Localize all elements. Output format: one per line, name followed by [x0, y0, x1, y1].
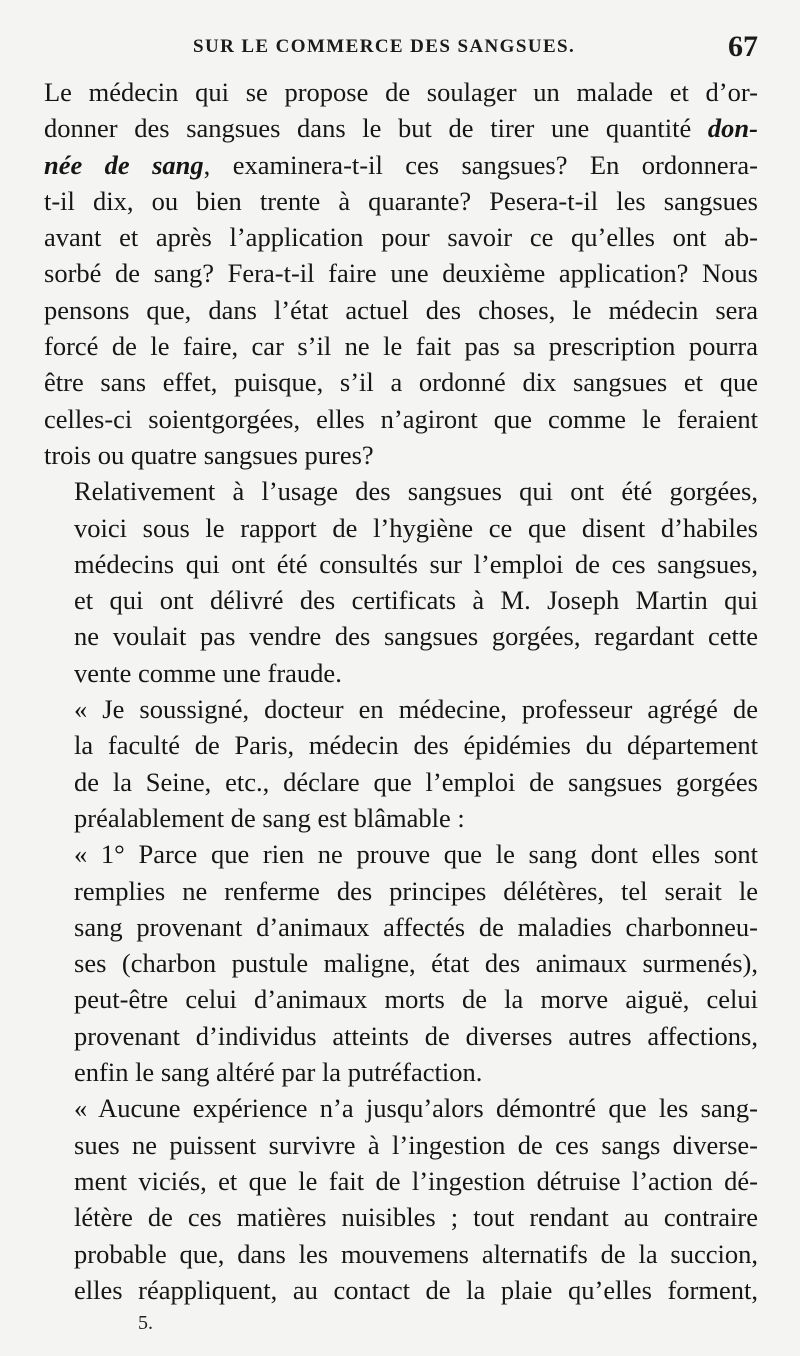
- text-line: enfin le sang altéré par la putréfaction.: [74, 1057, 483, 1088]
- page-body: [44, 74, 758, 1308]
- text-line: avant et après l’application pour savoir ce qu’elles ont ab-: [44, 222, 758, 253]
- paragraph-4: [44, 836, 758, 1090]
- text-line: ment viciés, et que le fait de l’ingestion détruise l’action dé-: [74, 1165, 758, 1196]
- text-line: de la Seine, etc., déclare que l’emploi de sangsues gorgées: [74, 766, 758, 797]
- text-line: trois ou quatre sangsues pures?: [44, 439, 374, 470]
- text-line: Relativement à l’usage des sangsues qui ont été gorgées,: [74, 476, 758, 507]
- text-line: peut-être celui d’animaux morts de la morve aiguë, celui: [74, 984, 758, 1015]
- text-line: et qui ont délivré des certificats à M. Joseph Martin qui: [74, 585, 758, 616]
- text-line: celles-ci soientgorgées, elles n’agiront que comme le feraient: [44, 403, 758, 434]
- text-fragment: donner des sangsues dans le but de tirer une quantité: [44, 113, 708, 144]
- text-line: elles réappliquent, au contact de la plaie qu’elles forment,: [74, 1274, 758, 1305]
- text-line: forcé de le faire, car s’il ne le fait pas sa prescription pourra: [44, 331, 758, 362]
- running-title: SUR LE COMMERCE DES SANGSUES.: [193, 36, 576, 57]
- text-line: [44, 110, 758, 146]
- text-line: préalablement de sang est blâmable :: [74, 802, 465, 833]
- page-header: [38, 30, 762, 70]
- italic-fragment: don-: [707, 113, 758, 144]
- text-fragment: , examinera-t-il ces sangsues? En ordonnera-: [203, 149, 758, 180]
- text-line: sorbé de sang? Fera-t-il faire une deuxième application? Nous: [44, 258, 758, 289]
- text-line: ses (charbon pustule maligne, état des animaux surmenés),: [74, 948, 758, 979]
- text-line: ne voulait pas vendre des sangsues gorgées, regardant cette: [74, 621, 758, 652]
- text-line: « 1° Parce que rien ne prouve que le sang dont elles sont: [74, 839, 758, 870]
- text-line: « Je soussigné, docteur en médecine, professeur agrégé de: [74, 694, 758, 725]
- italic-fragment: née de sang: [44, 149, 204, 180]
- text-line: sues ne puissent survivre à l’ingestion de ces sangs diverse-: [74, 1129, 758, 1160]
- paragraph-3: [44, 691, 758, 836]
- paragraph-2: [44, 473, 758, 691]
- text-line: sang provenant d’animaux affectés de maladies charbonneu-: [74, 911, 758, 942]
- text-line: la faculté de Paris, médecin des épidémies du département: [74, 730, 758, 761]
- text-line: probable que, dans les mouvemens alternatifs de la succion,: [74, 1238, 758, 1269]
- paragraph-1: [44, 74, 758, 473]
- text-line: [44, 147, 758, 183]
- paragraph-5: [44, 1090, 758, 1308]
- text-line: provenant d’individus atteints de diverses autres affections,: [74, 1020, 758, 1051]
- text-line: « Aucune expérience n’a jusqu’alors démontré que les sang-: [74, 1093, 758, 1124]
- text-line: pensons que, dans l’état actuel des choses, le médecin sera: [44, 294, 758, 325]
- text-line: t-il dix, ou bien trente à quarante? Pesera-t-il les sangsues: [44, 185, 758, 216]
- text-line: vente comme une fraude.: [74, 657, 342, 688]
- text-line: voici sous le rapport de l’hygiène ce que disent d’habiles: [74, 512, 758, 543]
- page-number: 67: [728, 30, 758, 63]
- text-line: remplies ne renferme des principes délétères, tel serait le: [74, 875, 758, 906]
- signature-mark: 5.: [138, 1312, 153, 1334]
- text-line: létère de ces matières nuisibles ; tout rendant au contraire: [74, 1202, 758, 1233]
- text-line: Le médecin qui se propose de soulager un malade et d’or-: [44, 77, 758, 107]
- text-line: être sans effet, puisque, s’il a ordonné dix sangsues et que: [44, 367, 758, 398]
- text-line: médecins qui ont été consultés sur l’emploi de ces sangsues,: [74, 548, 758, 579]
